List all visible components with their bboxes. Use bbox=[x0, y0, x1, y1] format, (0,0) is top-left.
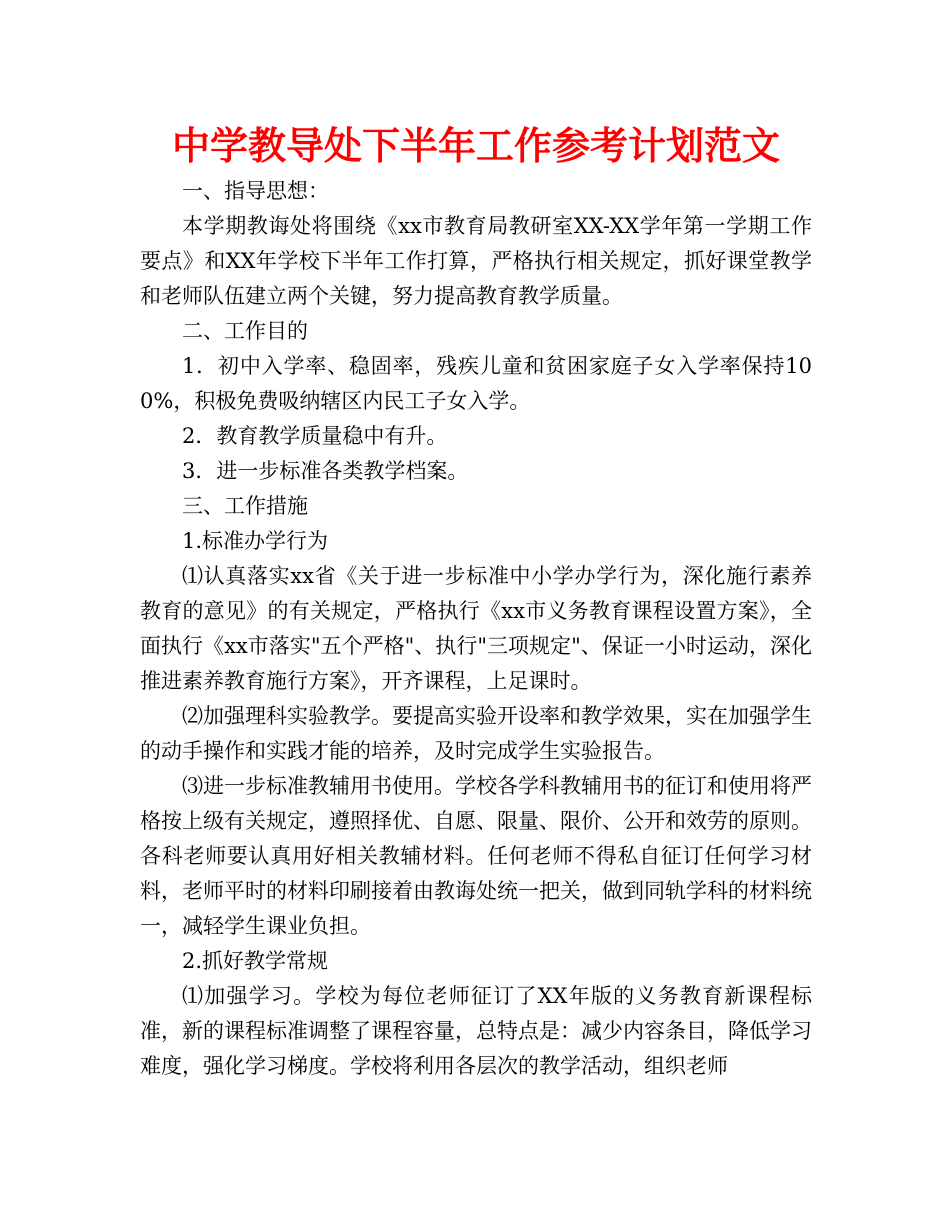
list-item: 3．进一步标准各类教学档案。 bbox=[182, 459, 469, 483]
subsection-heading: 1.标准办学行为 bbox=[182, 529, 329, 553]
section-heading-work-goals: 二、工作目的 bbox=[182, 319, 308, 343]
body-paragraph: ⑵加强理科实验教学。要提高实验开设率和教学效果，实在加强学生的动手操作和实践才能的培养，及时完成学生实验报告。 bbox=[140, 704, 812, 763]
section-heading-guiding-thought: 一、指导思想： bbox=[182, 179, 329, 203]
subsection-heading: 2.抓好教学常规 bbox=[182, 949, 329, 973]
body-paragraph: ⑴认真落实xx省《关于进一步标准中小学办学行为，深化施行素养教育的意见》的有关规定，严格执行《xx市义务教育课程设置方案》，全面执行《xx市落实"五个严格"、执行"三项规定"、保证一小时运动，深化推进素养教育施行方案》，开齐课程，上足课时。 bbox=[140, 564, 812, 693]
body-paragraph: 本学期教诲处将围绕《xx市教育局教研室XX-XX学年第一学期工作要点》和XX年学校下半年工作打算，严格执行相关规定，抓好课堂教学和老师队伍建立两个关键，努力提高教育教学质量。 bbox=[140, 214, 812, 308]
list-item: 1．初中入学率、稳固率，残疾儿童和贫困家庭子女入学率保持100%，积极免费吸纳辖区内民工子女入学。 bbox=[140, 354, 812, 413]
section-heading-work-measures: 三、工作措施 bbox=[182, 494, 308, 518]
body-paragraph: ⑶进一步标准教辅用书使用。学校各学科教辅用书的征订和使用将严格按上级有关规定，遵照择优、自愿、限量、限价、公开和效劳的原则。各科老师要认真用好相关教辅材料。任何老师不得私自征订任何学习材料，老师平时的材料印刷接着由教诲处统一把关，做到同轨学科的材料统一，减轻学生课业负担。 bbox=[140, 774, 812, 938]
list-item: 2．教育教学质量稳中有升。 bbox=[182, 424, 448, 448]
document-page bbox=[140, 118, 812, 1084]
body-paragraph: ⑴加强学习。学校为每位老师征订了XX年版的义务教育新课程标准，新的课程标准调整了课程容量，总特点是：减少内容条目，降低学习难度，强化学习梯度。学校将利用各层次的教学活动，组织老师 bbox=[140, 984, 812, 1078]
document-title: 中学教导处下半年工作参考计划范文 bbox=[171, 124, 780, 168]
